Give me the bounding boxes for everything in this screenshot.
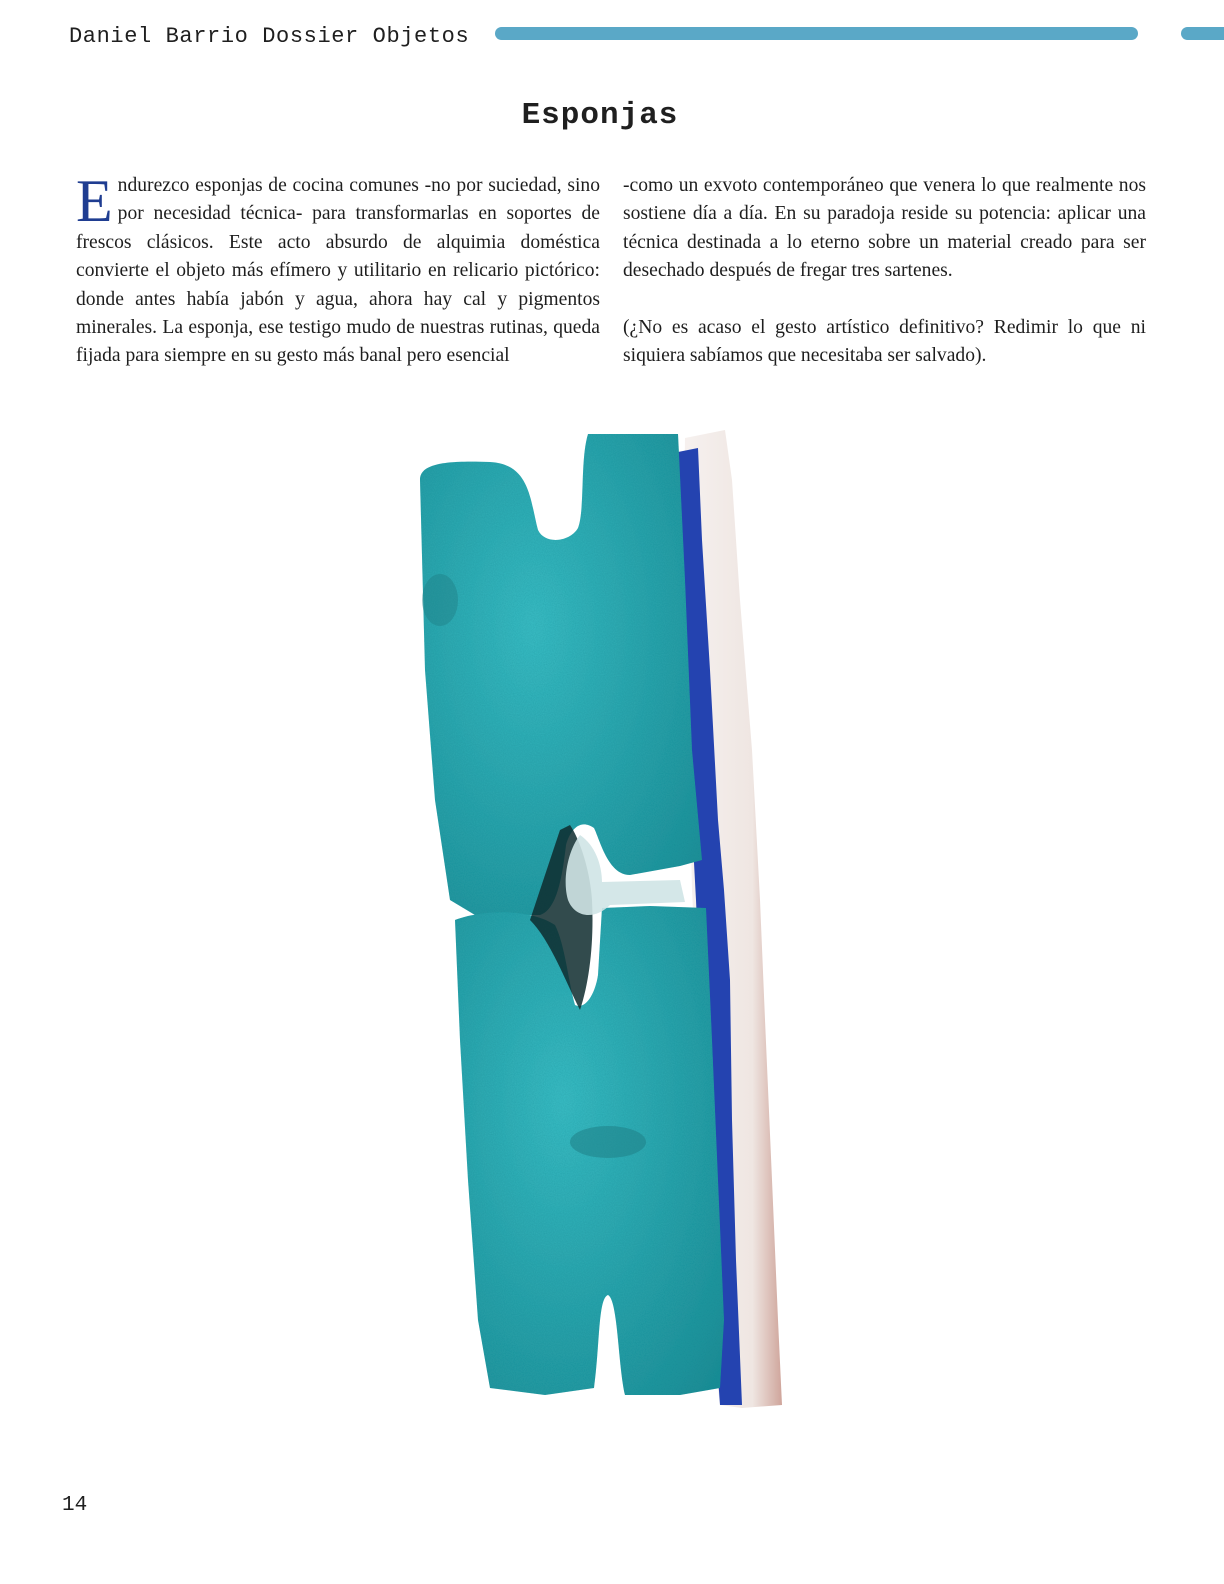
page-number: 14: [62, 1494, 88, 1517]
dropcap-letter: E: [76, 168, 113, 234]
page-title: Esponjas: [521, 98, 679, 133]
sponge-artwork-image: [380, 420, 820, 1450]
paragraph-intro: [76, 168, 600, 371]
paragraph-continuation: -como un exvoto contemporáneo que venera lo que realmente nos sostiene día a día. En su paradoja reside su potencia: aplicar una técnica destinada a lo eterno sobre un material creado para ser desechado después de fregar tres sartenes.: [623, 175, 1146, 282]
sponge-dark-patch-upper: [422, 574, 458, 626]
header-accent-bar-edge: [1181, 27, 1224, 40]
text-column-right: [623, 172, 1146, 371]
text-column-left: [76, 168, 600, 371]
header-accent-bar: [495, 27, 1138, 40]
paragraph-closing: (¿No es acaso el gesto artístico definitivo? Redimir lo que ni siquiera sabíamos que necesitaba ser salvado).: [623, 317, 1146, 367]
sponge-dark-patch: [570, 1126, 646, 1158]
running-title: Daniel Barrio Dossier Objetos: [69, 24, 470, 49]
intro-text: ndurezco esponjas de cocina comunes -no por suciedad, sino por necesidad técnica- para transformarlas en soportes de frescos clásicos. Este acto absurdo de alquimia doméstica convierte el objeto más efímero y utilitario en relicario pictórico: donde antes había jabón y agua, ahora hay cal y pigmentos minerales. La esponja, ese testigo mudo de nuestras rutinas, queda fijada para siempre en su gesto más banal pero esencial: [76, 175, 600, 367]
